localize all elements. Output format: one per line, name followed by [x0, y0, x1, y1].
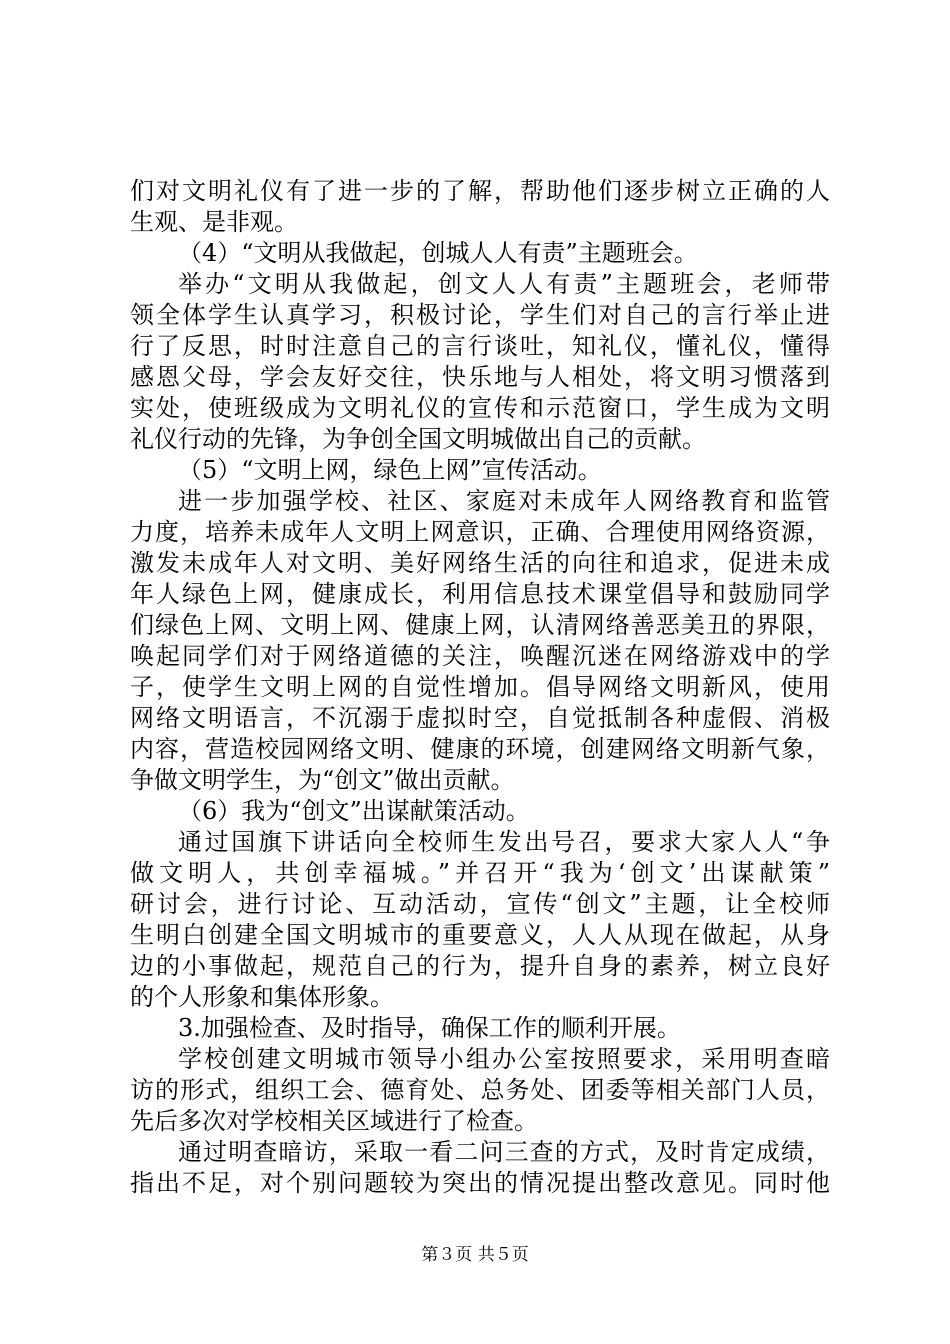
- text-line: 感恩父母，学会友好交往，快乐地与人相处，将文明习惯落到: [130, 363, 830, 391]
- text-line: 们对文明礼仪有了进一步的了解，帮助他们逐步树立正确的人: [130, 177, 830, 205]
- text-line: 礼仪行动的先锋，为争创全国文明城做出自己的贡献。: [130, 425, 706, 453]
- text-line: 力度，培养未成年人文明上网意识，正确、合理使用网络资源，: [130, 518, 830, 546]
- text-line: 指出不足，对个别问题较为突出的情况提出整改意见。同时他: [130, 1169, 830, 1197]
- text-line: 3.加强检查、及时指导，确保工作的顺利开展。: [178, 1014, 681, 1042]
- text-line: 们绿色上网、文明上网、健康上网，认清网络善恶美丑的界限，: [130, 611, 830, 639]
- text-line: 内容，营造校园网络文明、健康的环境，创建网络文明新气象，: [130, 735, 830, 763]
- text-line: （6）我为“创文”出谋献策活动。: [178, 797, 530, 825]
- text-line: 访的形式，组织工会、德育处、总务处、团委等相关部门人员，: [130, 1076, 830, 1104]
- text-line: 举办“文明从我做起，创文人人有责”主题班会，老师带: [178, 270, 830, 298]
- text-line: 的个人形象和集体形象。: [130, 983, 394, 1011]
- text-line: 唤起同学们对于网络道德的关注，唤醒沉迷在网络游戏中的学: [130, 642, 830, 670]
- text-line: 领全体学生认真学习，积极讨论，学生们对自己的言行举止进: [130, 301, 830, 329]
- text-line: 激发未成年人对文明、美好网络生活的向往和追求，促进未成: [130, 549, 830, 577]
- text-line: 学校创建文明城市领导小组办公室按照要求，采用明查暗: [178, 1045, 830, 1073]
- text-line: （4）“文明从我做起，创城人人有责”主题班会。: [178, 239, 698, 267]
- text-line: 争做文明学生，为“创文”做出贡献。: [130, 766, 515, 794]
- text-line: （5）“文明上网，绿色上网”宣传活动。: [178, 456, 602, 484]
- text-line: 研讨会，进行讨论、互动活动，宣传“创文”主题，让全校师: [130, 890, 830, 918]
- text-line: 网络文明语言，不沉溺于虚拟时空，自觉抵制各种虚假、消极: [130, 704, 830, 732]
- text-line: 行了反思，时时注意自己的言行谈吐，知礼仪，懂礼仪，懂得: [130, 332, 830, 360]
- page-footer: 第３页 共５页: [421, 1245, 529, 1265]
- text-line: 通过明查暗访，采取一看二问三查的方式，及时肯定成绩，: [178, 1138, 830, 1166]
- text-line: 做文明人，共创幸福城。”并召开“我为‘创文’出谋献策”: [130, 859, 830, 887]
- text-line: 生明白创建全国文明城市的重要意义，人人从现在做起，从身: [130, 921, 830, 949]
- text-line: 实处，使班级成为文明礼仪的宣传和示范窗口，学生成为文明: [130, 394, 830, 422]
- document-body: [130, 176, 830, 1199]
- text-line: 先后多次对学校相关区域进行了检查。: [130, 1107, 538, 1135]
- text-line: 生观、是非观。: [130, 208, 298, 236]
- text-line: 进一步加强学校、社区、家庭对未成年人网络教育和监管: [178, 487, 830, 515]
- text-line: 子，使学生文明上网的自觉性增加。倡导网络文明新风，使用: [130, 673, 830, 701]
- text-line: 通过国旗下讲话向全校师生发出号召，要求大家人人“争: [178, 828, 830, 856]
- text-line: 年人绿色上网，健康成长，利用信息技术课堂倡导和鼓励同学: [130, 580, 830, 608]
- text-line: 边的小事做起，规范自己的行为，提升自身的素养，树立良好: [130, 952, 830, 980]
